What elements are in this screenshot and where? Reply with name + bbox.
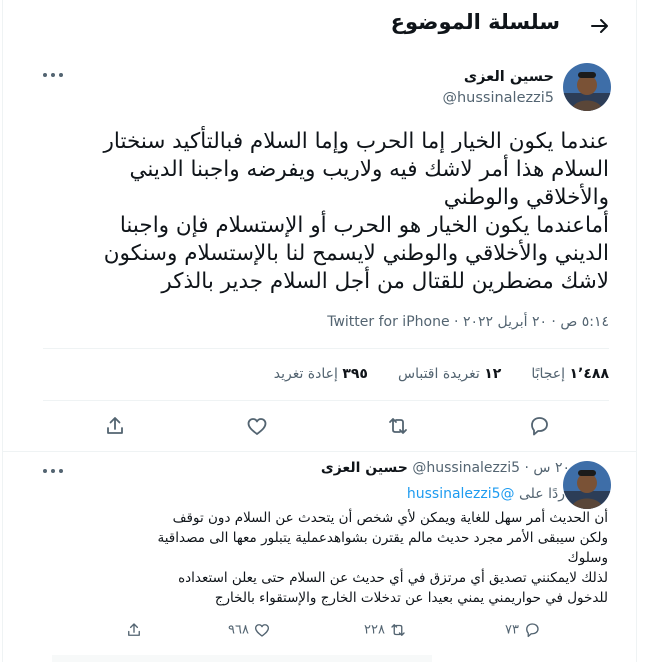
reply-author-handle[interactable]: @hussinalezzi5: [412, 460, 521, 476]
reply-text-line: ولكن سيبقى الأمر مجرد حديث مالم يقترن بشواهدعملية يتبلور معها الى مصداقية: [157, 530, 608, 546]
tweet-text-line: عندما يكون الخيار إما الحرب وإما السلام فبالتأكيد سنختار: [103, 129, 609, 154]
more-icon[interactable]: [42, 462, 64, 480]
replying-to-label: ردًا على: [519, 486, 565, 502]
quotes-count: ١٢: [484, 366, 502, 382]
likes-count: ١٬٤٨٨: [569, 366, 609, 382]
reply-count: ٧٣: [505, 622, 519, 638]
replying-to-mention[interactable]: @hussinalezzi5: [406, 486, 515, 502]
tweet-text-line: أماعندما يكون الخيار هو الحرب أو الإستسلام فإن واجبنا: [119, 213, 609, 238]
reply-time[interactable]: ٢٠ س: [533, 460, 570, 476]
quotes-label: تغريدة اقتباس: [397, 366, 480, 382]
reply-text-line: للدخول في حواريمني يمني بعيدا عن تدخلات الخارج والإستقواء بالخارج: [214, 590, 608, 606]
share-action[interactable]: [125, 621, 143, 641]
retweets-count: ٣٩٥: [342, 366, 368, 382]
retweet-count: ٢٢٨: [364, 622, 385, 638]
reply-action[interactable]: [505, 621, 541, 641]
reply-header: [321, 460, 570, 476]
likes-label: إعجابًا: [531, 366, 566, 382]
tweet-stats: [274, 366, 609, 382]
like-action[interactable]: [228, 621, 271, 641]
separator-dot: ·: [524, 460, 529, 476]
retweet-icon: [389, 621, 407, 639]
back-arrow-icon[interactable]: [588, 14, 612, 38]
more-icon[interactable]: [42, 66, 64, 84]
reply-author-name[interactable]: حسين العزى: [320, 460, 408, 476]
like-icon: [253, 621, 271, 639]
tweet-text-line: والأخلاقي والوطني: [443, 185, 609, 210]
column-divider-left: [2, 0, 3, 662]
share-icon[interactable]: [103, 414, 127, 438]
like-count: ٩٦٨: [228, 622, 249, 638]
author-handle[interactable]: @hussinalezzi5: [442, 90, 554, 106]
replying-to: [407, 486, 565, 502]
tweet-text-line: لاشك مضطرين للقتال من أجل السلام جدير بالذكر: [161, 269, 609, 294]
tweet-text-line: السلام هذا أمر لاشك فيه ولاريب ويفرضه واجبنا الديني: [129, 157, 609, 182]
tweet-text-line: الديني والأخلاقي والوطني لايسمح لنا بالإستسلام وسنكون: [103, 241, 609, 266]
divider: [2, 451, 636, 452]
reply-icon: [523, 621, 541, 639]
retweet-icon[interactable]: [386, 414, 410, 438]
reply-text-line: وسلوك: [567, 550, 608, 566]
page-title: سلسلة الموضوع: [390, 10, 560, 34]
quotes-stat[interactable]: [398, 366, 501, 382]
retweets-stat[interactable]: [274, 366, 368, 382]
reply-text-line: أن الحديث أمر سهل للغاية ويمكن لأي شخص أن يتحدث عن السلام دون توقف: [172, 510, 608, 526]
tweet-timestamp[interactable]: ٥:١٤ ص · ٢٠ أبريل ٢٠٢٢ · Twitter for iPhone: [327, 314, 609, 330]
divider: [43, 400, 609, 401]
footer-strip: [52, 655, 432, 662]
column-divider-right: [636, 0, 637, 662]
reply-text-line: لذلك لايمكنني تصديق أي مرتزق في أي حديث عن السلام حتى يعلن استعداده: [178, 570, 608, 586]
divider: [43, 348, 609, 349]
reply-icon[interactable]: [527, 414, 551, 438]
author-name[interactable]: حسين العزى: [463, 69, 554, 85]
avatar[interactable]: [563, 461, 611, 509]
retweets-label: إعادة تغريد: [273, 366, 338, 382]
avatar[interactable]: [563, 63, 611, 111]
likes-stat[interactable]: [531, 366, 609, 382]
share-icon: [125, 621, 143, 639]
like-icon[interactable]: [245, 414, 269, 438]
retweet-action[interactable]: [364, 621, 407, 641]
